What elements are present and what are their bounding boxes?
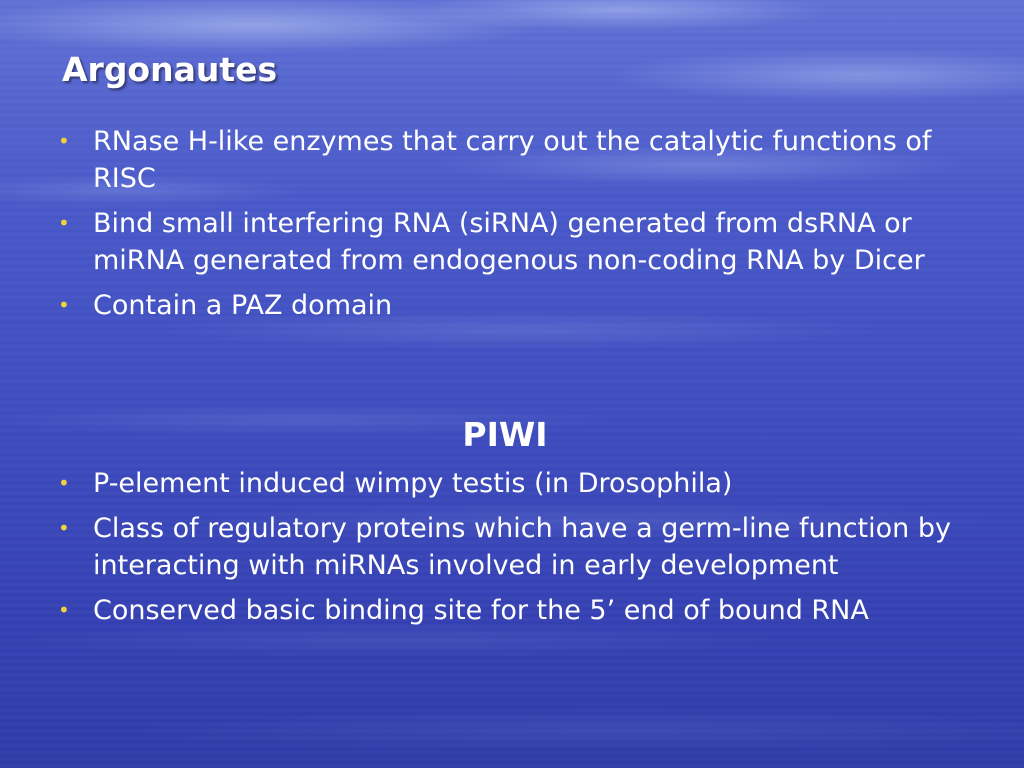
bullet-text: Contain a PAZ domain xyxy=(93,290,393,321)
bullet-icon: • xyxy=(58,516,70,540)
bullet-icon: • xyxy=(58,471,70,495)
bullet-item xyxy=(56,287,984,324)
piwi-heading: PIWI xyxy=(462,415,548,454)
piwi-bullet-list xyxy=(56,465,984,637)
bullet-text: Conserved basic binding site for the 5’ end of bound RNA xyxy=(93,595,869,626)
bullet-item xyxy=(56,592,984,629)
bullet-text: Bind small interfering RNA (siRNA) generated from dsRNA or miRNA generated from endogenous non-coding RNA by Dicer xyxy=(93,208,925,276)
bullet-icon: • xyxy=(58,293,70,317)
bullet-item xyxy=(56,205,984,279)
bullet-item xyxy=(56,465,984,502)
bullet-item xyxy=(56,510,984,584)
bullet-item xyxy=(56,123,984,197)
bullet-icon: • xyxy=(58,211,70,235)
bullet-icon: • xyxy=(58,129,70,153)
bullet-icon: • xyxy=(58,598,70,622)
bullet-text: Class of regulatory proteins which have a germ-line function by interacting with miRNAs involved in early development xyxy=(93,513,951,581)
argonautes-bullet-list xyxy=(56,123,984,332)
bullet-text: P-element induced wimpy testis (in Drosophila) xyxy=(93,468,733,499)
slide-title: Argonautes xyxy=(62,50,278,89)
bullet-text: RNase H-like enzymes that carry out the catalytic functions of RISC xyxy=(93,126,932,194)
